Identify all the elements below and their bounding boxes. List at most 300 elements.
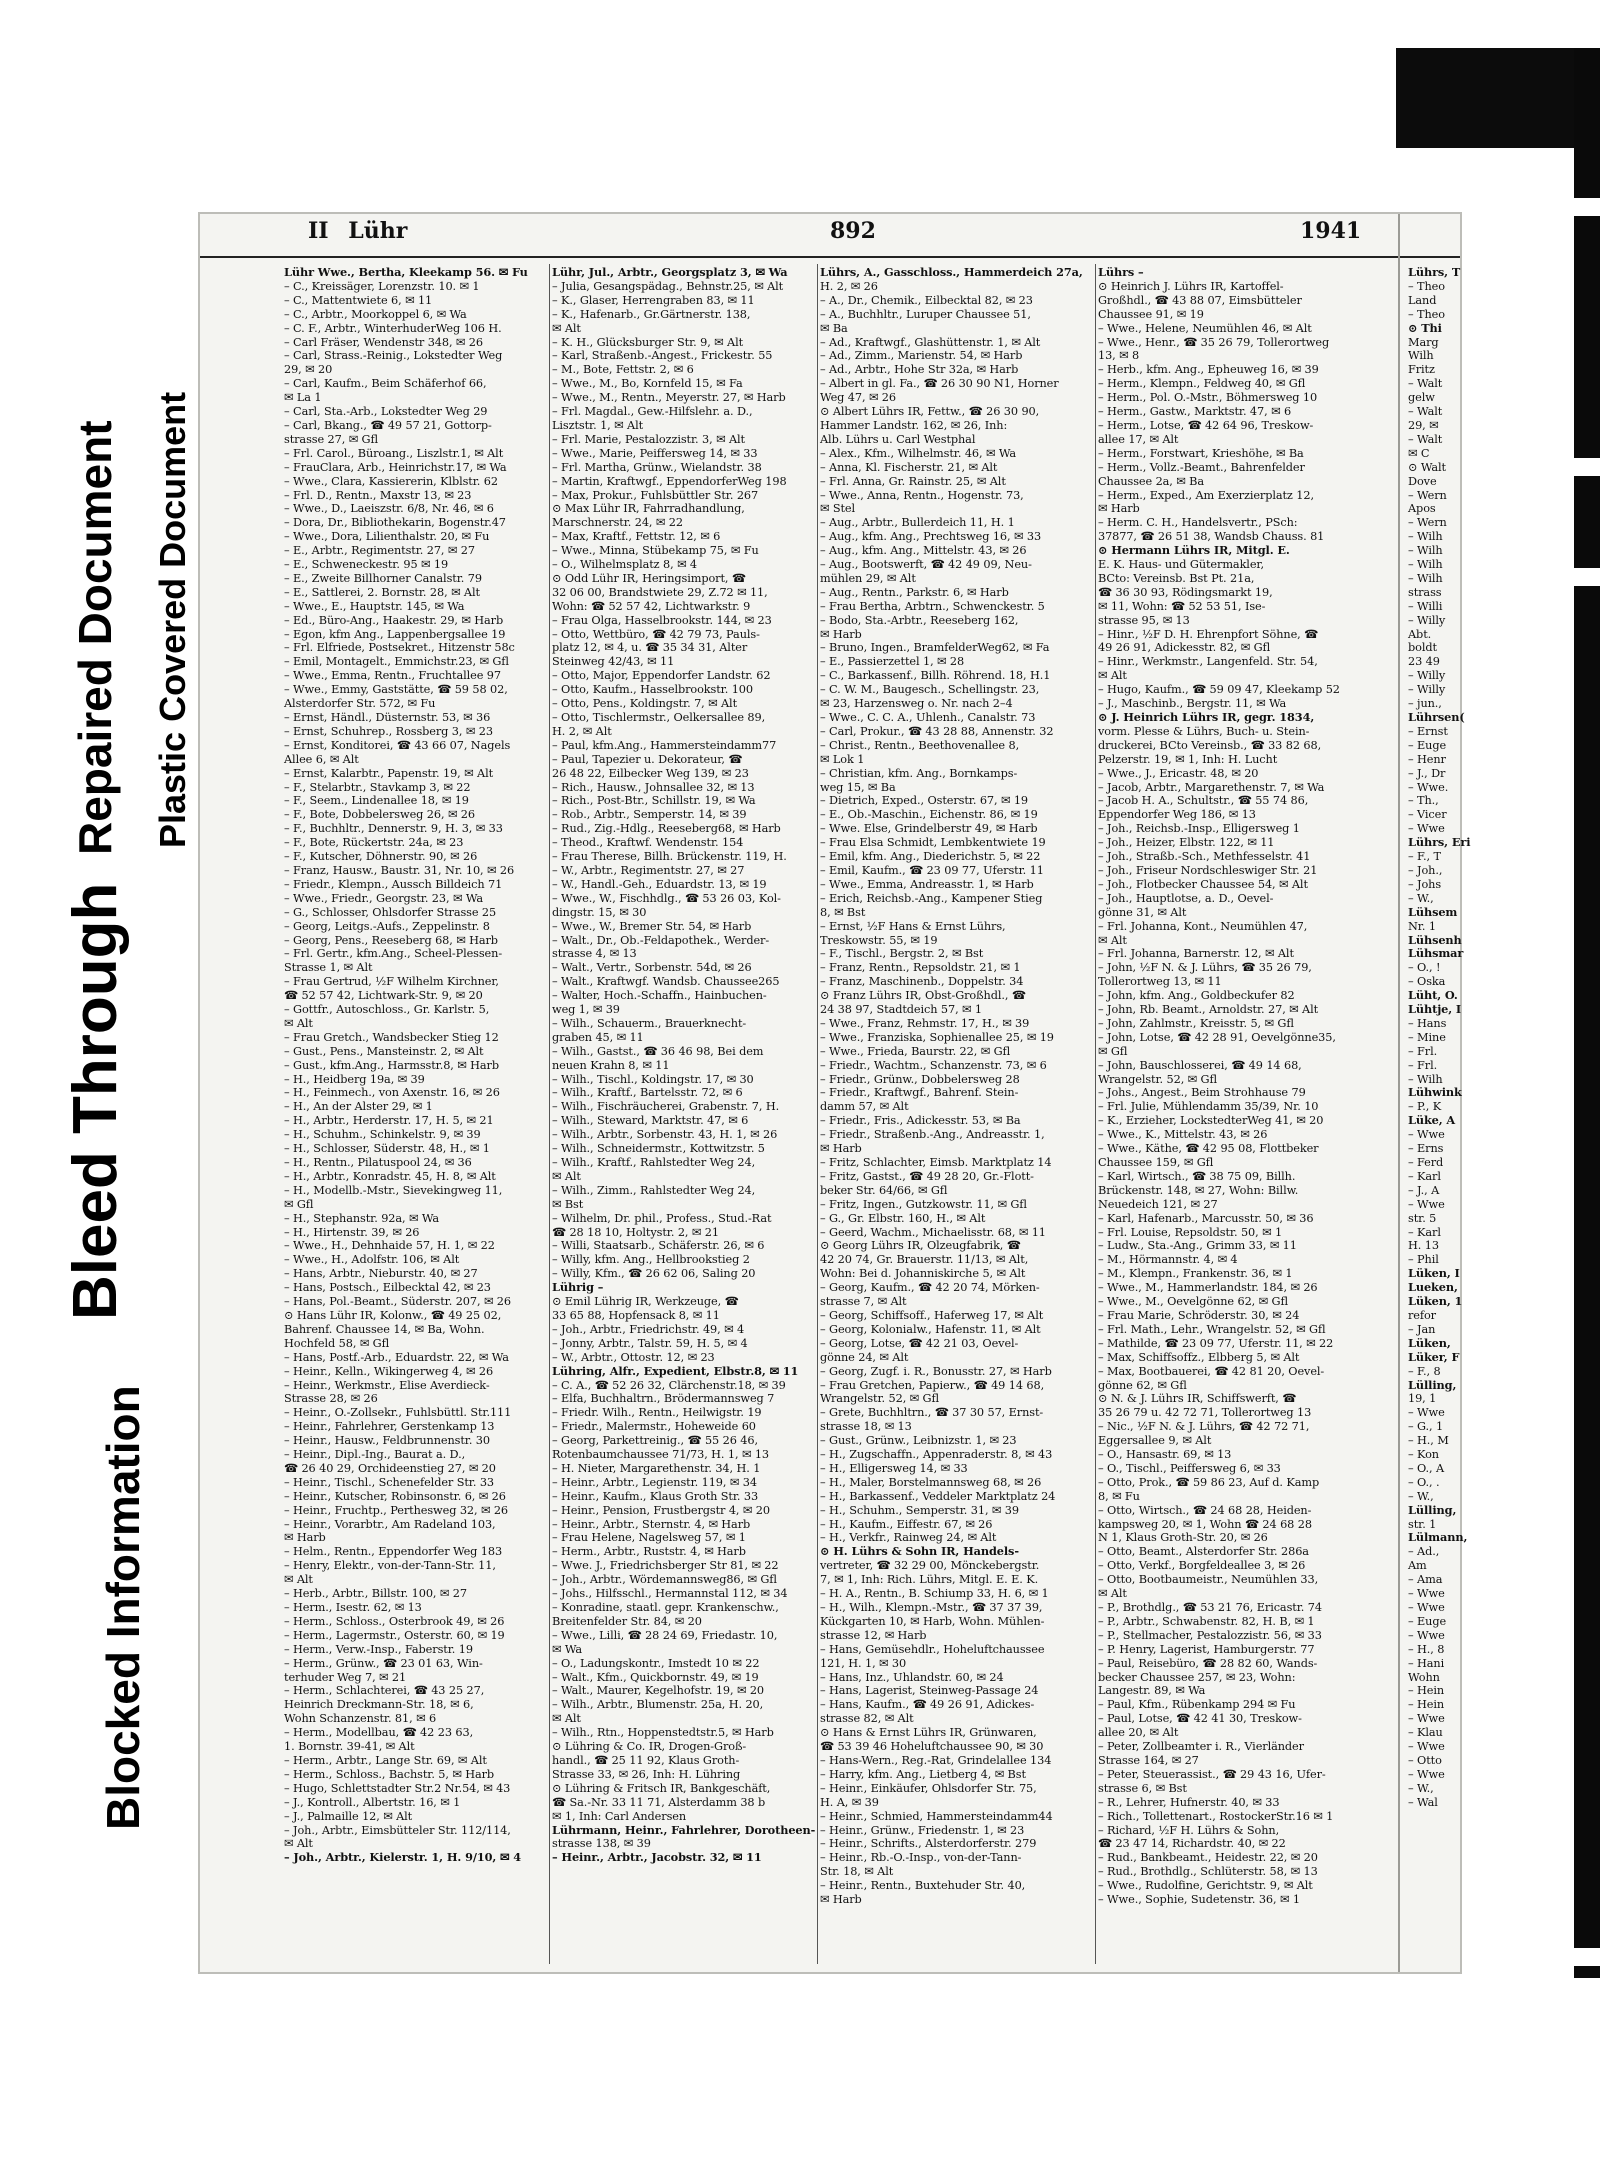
directory-entry-line: – Paul, Kfm., Rübenkamp 294 ✉ Fu [1098,1698,1296,1712]
directory-entry-line: Lüht, O. [1408,988,1458,1003]
directory-entry-line: – H., 8 [1408,1642,1445,1656]
directory-entry-line: – Frl. Elfriede, Postsekret., Hitzenstr 58c [284,641,515,655]
directory-entry-line: – Ernst, ½F Hans & Ernst Lührs, [820,919,1006,933]
directory-entry-line: – Herb., Arbtr., Billstr. 100, ✉ 27 [284,1587,467,1601]
directory-entry-line: – Helm., Rentn., Eppendorfer Weg 183 [284,1545,503,1559]
directory-entry-line: – H., Modellb.-Mstr., Sievekingweg 11, [284,1183,503,1197]
directory-entry-line: – Otto, Bootbaumeistr., Neumühlen 33, [1098,1573,1319,1587]
directory-entry-line: – Harry, kfm. Ang., Lietberg 4, ✉ Bst [820,1767,1026,1781]
directory-entry-line: – J., Maschinb., Bergstr. 11, ✉ Wa [1098,697,1287,711]
directory-entry-line: – Ad., Kraftwgf., Glashüttenstr. 1, ✉ Alt [820,335,1041,349]
directory-entry-line: – Wwe [1408,1197,1445,1211]
directory-entry-line: – Heinr., Kutscher, Robinsonstr. 6, ✉ 26 [284,1489,506,1503]
directory-entry-line: – Frl. Anna, Gr. Rainstr. 25, ✉ Alt [820,474,1006,488]
directory-entry-line: – Wern [1408,516,1447,530]
directory-entry-line: – Friedr., Straßenb.-Ang., Andreasstr. 1, [820,1128,1045,1142]
directory-entry-line: – Wilh., Gastst., ☎ 36 46 98, Bei dem [552,1044,764,1058]
directory-entry-line: strasse 138, ✉ 39 [552,1837,651,1851]
directory-entry-line: – H., Stephanstr. 92a, ✉ Wa [284,1211,440,1225]
directory-entry-line: – Herm., Lotse, ☎ 42 64 96, Treskow- [1098,418,1314,432]
directory-entry-line: – Karl [1408,1169,1441,1183]
directory-entry-line: ⊙ Franz Lührs IR, Obst-Großhdl., ☎ [820,989,1026,1003]
directory-entry-line: – Emil, Kaufm., ☎ 23 09 77, Uferstr. 11 [820,863,1044,877]
directory-entry-line: – Wwe., K., Mittelstr. 43, ✉ 26 [1098,1128,1268,1142]
directory-entry-line: str. 5 [1408,1211,1437,1225]
column-5-next-page [1408,265,1471,1966]
directory-entry-line: graben 45, ✉ 11 [552,1030,644,1044]
directory-entry-line: ✉ Wa [552,1642,583,1656]
directory-entry-line: – Walt [1408,405,1443,419]
directory-entry-line: – Wwe., Frieda, Baurstr. 22, ✉ Gfl [820,1044,1011,1058]
directory-entry-line: – Frl. Carol., Büroang., Liszlstr.1, ✉ Alt [284,446,504,460]
directory-entry-line: – Willi, Staatsarb., Schäferstr. 26, ✉ 6 [552,1239,765,1253]
directory-entry-line: Lülling, [1408,1502,1457,1517]
directory-entry-line: strasse 27, ✉ Gfl [284,432,379,446]
directory-entry-line: ✉ Alt [1098,1587,1127,1601]
directory-entry-line: – Ernst, Schuhrep., Rossberg 3, ✉ 23 [284,724,493,738]
directory-entry-line: – Wwe [1408,1128,1445,1142]
directory-entry-line: mühlen 29, ✉ Alt [820,571,916,585]
directory-entry-line: gönne 62, ✉ Gfl [1098,1378,1187,1392]
directory-entry-line: ⊙ Hermann Lührs IR, Mitgl. E. [1098,543,1290,558]
directory-entry-line: – Georg, Parkettreinig., ☎ 55 26 46, [552,1434,758,1448]
directory-entry-line: H. A, ✉ 39 [820,1795,879,1809]
directory-entry-line: – Heinr., Kaufm., Klaus Groth Str. 33 [552,1489,759,1503]
directory-entry-line: – Rob., Arbtr., Semperstr. 14, ✉ 39 [552,808,747,822]
directory-entry-line: ✉ Lok 1 [820,752,865,766]
directory-entry-line: – Wwe., Helene, Neumühlen 46, ✉ Alt [1098,321,1312,335]
directory-entry-line: – A., Buchhltr., Luruper Chaussee 51, [820,307,1031,321]
directory-entry-line: ⊙ Georg Lührs IR, Olzeugfabrik, ☎ [820,1239,1021,1253]
directory-entry-line: H. 13 [1408,1239,1439,1253]
directory-entry-line: – Heinr., Tischl., Schenefelder Str. 33 [284,1475,495,1489]
directory-entry-line: kampsweg 20, ✉ 1, Wohn ☎ 24 68 28 [1098,1517,1312,1531]
directory-entry-line: strasse 82, ✉ Alt [820,1712,914,1726]
directory-entry-line: – Joh., Arbtr., Wördemannsweg86, ✉ Gfl [552,1573,777,1587]
directory-entry-line: – Jacob H. A., Schultstr., ☎ 55 74 86, [1098,794,1309,808]
directory-entry-line: Lührs, A., Gasschloss., Hammerdeich 27a, [820,265,1083,279]
directory-entry-line: – Wwe [1408,1712,1445,1726]
directory-entry-line: ☎ Sa.-Nr. 33 11 71, Alsterdamm 38 b [552,1795,766,1809]
directory-entry-line: – Gust., Grünw., Leibnizstr. 1, ✉ 23 [820,1434,1017,1448]
directory-entry-line: – Wwe., Lilli, ☎ 28 24 69, Friedastr. 10, [552,1628,778,1642]
column-1 [284,266,546,1966]
directory-entry-line: – Dietrich, Exped., Osterstr. 67, ✉ 19 [820,794,1029,808]
directory-entry-line: – Wwe., Clara, Kassiererin, Klblstr. 62 [284,474,498,488]
directory-entry-line: – Otto, Beamt., Alsterdorfer Str. 286a [1098,1545,1309,1559]
directory-entry-line: – Hein [1408,1684,1445,1698]
directory-entry-line: terhuder Weg 7, ✉ 21 [284,1670,407,1684]
directory-entry-line: – E., Passierzettel 1, ✉ 28 [820,655,965,669]
directory-entry-line: – Henr [1408,752,1446,766]
directory-entry-line: refor [1408,1308,1436,1322]
border-notch [1574,1948,1600,1966]
directory-entry-line: Lisztstr. 1, ✉ Alt [552,418,644,432]
directory-entry-line: – H., Heidberg 19a, ✉ 39 [284,1072,425,1086]
directory-entry-line: – Hans, Kaufm., ☎ 49 26 91, Adickes- [820,1698,1035,1712]
directory-entry-line: – Ernst, Kalarbtr., Papenstr. 19, ✉ Alt [284,766,494,780]
directory-entry-line: – Wwe., Käthe, ☎ 42 95 08, Flottbeker [1098,1142,1319,1156]
directory-entry-line: – Herm., Schlachterei, ☎ 43 25 27, [284,1684,485,1698]
directory-entry-line: – Rich., Tollettenart., RostockerStr.16 ✉ 1 [1098,1809,1334,1823]
directory-entry-line: – Frl. [1408,1044,1438,1058]
directory-entry-line: – Joh., Arbtr., Kielerstr. 1, H. 9/10, ✉ 4 [284,1850,522,1865]
directory-entry-line: – Hugo, Kaufm., ☎ 59 09 47, Kleekamp 52 [1098,683,1340,697]
directory-entry-line: – Julia, Gesangspädag., Behnstr.25, ✉ Alt [552,279,784,293]
directory-entry-line: – W., [1408,1489,1434,1503]
directory-entry-line: – Wilh., Tischl., Koldingstr. 17, ✉ 30 [552,1072,754,1086]
directory-entry-line: – G., Gr. Elbstr. 160, H., ✉ Alt [820,1211,986,1225]
directory-entry-line: ✉ Bst [552,1197,584,1211]
directory-entry-line: – Wwe., Marie, Peiffersweg 14, ✉ 33 [552,446,758,460]
directory-entry-line: – Frl. Johanna, Kont., Neumühlen 47, [1098,919,1308,933]
directory-entry-line: strasse 4, ✉ 13 [552,947,637,961]
directory-entry-line: ✉ Harb [820,1893,862,1907]
directory-entry-line: – Frau Elsa Schmidt, Lembkentwiete 19 [820,836,1046,850]
directory-entry-line: – Aug., kfm. Ang., Mittelstr. 43, ✉ 26 [820,544,1027,558]
directory-entry-line: – Phil [1408,1253,1439,1267]
directory-entry-line: – F., Stelarbtr., Stavkamp 3, ✉ 22 [284,780,471,794]
directory-entry-line: ⊙ Lühring & Co. IR, Drogen-Groß- [552,1740,747,1754]
directory-entry-line: – Rud., Bankbeamt., Heidestr. 22, ✉ 20 [1098,1851,1318,1865]
directory-entry-line: – Wilh., Fischräucherei, Grabenstr. 7, H. [552,1100,780,1114]
directory-entry-line: vertreter, ☎ 32 29 00, Mönckebergstr. [820,1559,1040,1573]
directory-entry-line: – H., Rentn., Pilatuspool 24, ✉ 36 [284,1156,472,1169]
directory-entry-line: Steinweg 42/43, ✉ 11 [552,655,675,669]
directory-entry-line: Fritz [1408,363,1435,377]
directory-entry-line: – O., A [1408,1461,1445,1475]
directory-entry-line: – O., Tischl., Peiffersweg 6, ✉ 33 [1098,1461,1281,1475]
directory-entry-line: – Paul, Lotse, ☎ 42 41 30, Treskow- [1098,1712,1302,1726]
directory-entry-line: – F., Tischl., Bergstr. 2, ✉ Bst [820,947,984,961]
directory-entry-line: – H., Feinmech., von Axenstr. 16, ✉ 26 [284,1086,500,1100]
directory-entry-line: gelw [1408,391,1435,405]
directory-entry-line: – Otto, Verkf., Borgfeldeallee 3, ✉ 26 [1098,1559,1306,1573]
directory-entry-line: – C., Kreissäger, Lorenzstr. 10. ✉ 1 [284,279,480,293]
column-rule [817,264,818,1964]
directory-entry-line: 13, ✉ 8 [1098,349,1140,363]
directory-entry-line: – Egon, kfm Ang., Lappenbergsallee 19 [284,627,506,641]
directory-entry-line: ⊙ Odd Lühr IR, Heringsimport, ☎ [552,571,746,585]
directory-entry-line: – W., Arbtr., Ottostr. 12, ✉ 23 [552,1350,715,1364]
directory-entry-line: – Paul, kfm.Ang., Hammersteindamm77 [552,738,777,752]
directory-entry-line: – Georg, Kolonialw., Hafenstr. 11, ✉ Alt [820,1322,1041,1336]
directory-entry-line: – Wilh., Schneidermstr., Kottwitzstr. 5 [552,1142,765,1156]
directory-entry-line: Alb. Lührs u. Carl Westphal [820,432,976,446]
directory-entry-line: – Franz, Rentn., Repsoldstr. 21, ✉ 1 [820,961,1021,975]
directory-entry-line: – Herm. C. H., Handelsvertr., PSch: [1098,516,1298,530]
directory-entry-line: – Herm., Vollz.-Beamt., Bahrenfelder [1098,460,1305,474]
directory-entry-line: ✉ Alt [284,1016,313,1030]
directory-entry-line: – Wwe [1408,1740,1445,1754]
directory-entry-line: Kückgarten 10, ✉ Harb, Wohn. Mühlen- [820,1614,1045,1628]
directory-entry-line: – Wilh., Arbtr., Blumenstr. 25a, H. 20, [552,1698,764,1712]
directory-entry-line: – Wwe., M., Rentn., Meyerstr. 27, ✉ Harb [552,391,786,405]
directory-entry-line: neuen Krahn 8, ✉ 11 [552,1058,670,1072]
directory-entry-line: – Carl, Bkang., ☎ 49 57 21, Gottorp- [284,418,492,432]
directory-entry-line: – Ad., [1408,1545,1440,1559]
directory-entry-line: – Paul, Tapezier u. Dekorateur, ☎ [552,752,743,766]
directory-entry-line: handl., ☎ 25 11 92, Klaus Groth- [552,1753,740,1767]
directory-entry-line: ☎ 28 18 10, Holtystr. 2, ✉ 21 [552,1225,719,1239]
directory-entry-line: ✉ 23, Harzensweg o. Nr. nach 2–4 [820,697,1013,711]
border-notch [1574,198,1600,216]
directory-entry-line: Lülling, [1408,1377,1457,1392]
directory-entry-line: – Geerd, Wachm., Michaelisstr. 68, ✉ 11 [820,1225,1046,1239]
directory-entry-line: – Willy [1408,613,1446,627]
directory-entry-line: – Wwe., M., Oevelgönne 62, ✉ Gfl [1098,1295,1289,1309]
directory-entry-line: – Mathilde, ☎ 23 09 77, Uferstr. 11, ✉ 22 [1098,1336,1334,1350]
directory-entry-line: – C. F., Arbtr., WinterhuderWeg 106 H. [284,321,502,335]
column-rule [1095,264,1096,1964]
directory-entry-line: – E., Sattlerei, 2. Bornstr. 28, ✉ Alt [284,585,480,599]
directory-entry-line: – Aug., Bootswerft, ☎ 42 49 09, Neu- [820,558,1032,572]
directory-entry-line: – Walt., Vertr., Sorbenstr. 54d, ✉ 26 [552,961,752,975]
directory-entry-line: – M., Klempn., Frankenstr. 36, ✉ 1 [1098,1267,1293,1281]
directory-entry-line: 29, ✉ 20 [284,363,333,377]
directory-entry-line: – Frau Gretchen, Papierw., ☎ 49 14 68, [820,1378,1045,1392]
directory-entry-line: – W., Arbtr., Regimentstr. 27, ✉ 27 [552,863,745,877]
directory-entry-line: – Wwe., W., Bremer Str. 54, ✉ Harb [552,919,752,933]
directory-entry-line: – FrauClara, Arb., Heinrichstr.17, ✉ Wa [284,460,507,474]
directory-entry-line: – Herm., Schloss., Osterbrook 49, ✉ 26 [284,1614,505,1628]
directory-entry-line: – Joh., Arbtr., Friedrichstr. 49, ✉ 4 [552,1322,745,1336]
directory-entry-line: Strasse 28, ✉ 26 [284,1392,378,1406]
directory-entry-line: – Frl. [1408,1058,1438,1072]
directory-entry-line: platz 12, ✉ 4, u. ☎ 35 34 31, Alter [552,641,748,655]
directory-entry-line: – Wilh [1408,544,1443,558]
directory-entry-line: – Otto, Wirtsch., ☎ 24 68 28, Heiden- [1098,1503,1312,1517]
directory-entry-line: becker Chaussee 257, ✉ 23, Wohn: [1098,1670,1296,1684]
directory-entry-line: – Albert in gl. Fa., ☎ 26 30 90 N1, Horner [820,377,1059,391]
directory-entry-line: – C. A., ☎ 52 26 32, Clärchenstr.18, ✉ 39 [552,1378,786,1392]
directory-entry-line: – C., Barkassenf., Billh. Röhrend. 18, H.1 [820,669,1051,683]
directory-entry-line: – Otto, Prok., ☎ 59 86 23, Auf d. Kamp [1098,1475,1320,1489]
directory-entry-line: – K. H., Glücksburger Str. 9, ✉ Alt [552,335,744,349]
directory-entry-line: 8, ✉ Fu [1098,1489,1140,1503]
directory-entry-line: – Euge [1408,738,1447,752]
directory-entry-line: ⊙ Max Lühr IR, Fahrradhandlung, [552,502,745,516]
directory-entry-line: – Max, Prokur., Fuhlsbüttler Str. 267 [552,488,759,502]
directory-entry-line: – Wilh [1408,571,1443,585]
directory-entry-line: Wohn: Bei d. Johanniskirche 5, ✉ Alt [820,1267,1026,1281]
directory-entry-line: ✉ Harb [820,1142,862,1156]
directory-entry-line: – Aug., kfm. Ang., Prechtsweg 16, ✉ 33 [820,530,1042,544]
directory-entry-line: – Frl. Gertr., kfm.Ang., Scheel-Plessen- [284,947,503,961]
directory-entry-line: ✉ Stel [820,502,856,516]
directory-entry-line: – Johs [1408,877,1442,891]
directory-entry-line: ⊙ Hans Lühr IR, Kolonw., ☎ 49 25 02, [284,1308,502,1322]
directory-entry-line: – Erns [1408,1142,1444,1156]
directory-entry-line: – Frau Helene, Nagelsweg 57, ✉ 1 [552,1531,746,1545]
directory-entry-line: Neuedeich 121, ✉ 27 [1098,1197,1218,1211]
directory-entry-line: – Alex., Kfm., Wilhelmstr. 46, ✉ Wa [820,446,1017,460]
directory-entry-line: – Carl, Sta.-Arb., Lokstedter Weg 29 [284,405,488,419]
directory-entry-line: – Wwe. J., Friedrichsberger Str 81, ✉ 22 [552,1559,779,1573]
directory-entry-line: – Hans, Postsch., Eilbecktal 42, ✉ 23 [284,1281,491,1295]
directory-entry-line: Wrangelstr. 52, ✉ Gfl [820,1392,940,1406]
directory-entry-line: – Georg, Pens., Reeseberg 68, ✉ Harb [284,933,498,947]
directory-entry-line: Lührmann, Heinr., Fahrlehrer, Dorotheen- [552,1822,816,1837]
directory-entry-line: weg 1, ✉ 39 [552,1003,620,1017]
directory-entry-line: – P., Brothdlg., ☎ 53 21 76, Ericastr. 74 [1098,1601,1322,1614]
directory-entry-line: – Walt., Maurer, Kegelhofstr. 19, ✉ 20 [552,1684,765,1698]
directory-entry-line: N 1, Klaus Groth-Str. 20, ✉ 26 [1098,1531,1268,1545]
directory-entry-line: – Vicer [1408,808,1447,822]
directory-entry-line: Chaussee 91, ✉ 19 [1098,307,1204,321]
directory-entry-line: 23 49 [1408,655,1440,669]
directory-entry-line: Wilh [1408,349,1434,363]
directory-entry-line: – John, Rb. Beamt., Arnoldstr. 27, ✉ Alt [1098,1003,1319,1017]
directory-entry-line: – Rud., Zig.-Hdlg., Reeseberg68, ✉ Harb [552,822,781,836]
directory-entry-line: ✉ Alt [1098,933,1127,947]
directory-entry-line: – Ama [1408,1573,1443,1587]
directory-entry-line: – Wwe [1408,1601,1445,1614]
directory-entry-line: – Friedr., Kraftwgf., Bahrenf. Stein- [820,1086,1019,1100]
directory-entry-line: ⊙ Thi [1408,320,1442,335]
directory-entry-line: – Elfa, Buchhaltrn., Brödermannsweg 7 [552,1392,775,1406]
directory-entry-line: – Herm., Klempn., Feldweg 40, ✉ Gfl [1098,377,1306,391]
directory-entry-line: – Joh., Flotbecker Chaussee 54, ✉ Alt [1098,877,1308,891]
directory-entry-line: – Herm., Verw.-Insp., Faberstr. 19 [284,1642,473,1656]
directory-entry-line: Weg 47, ✉ 26 [820,391,896,405]
directory-entry-line: – O., . [1408,1475,1440,1489]
directory-entry-line: – E., Ob.-Maschin., Eichenstr. 86, ✉ 19 [820,808,1038,822]
directory-entry-line: – P., Stellmacher, Pestalozzistr. 56, ✉ 33 [1098,1628,1322,1642]
directory-entry-line: – Rud., Brothdlg., Schlüterstr. 58, ✉ 13 [1098,1865,1318,1879]
directory-entry-line: – C., Mattentwiete 6, ✉ 11 [284,293,433,307]
directory-entry-line: Dove [1408,474,1437,488]
directory-entry-line: – Hans, Lagerist, Steinweg-Passage 24 [820,1684,1039,1698]
directory-entry-line: – Wwe., Rudolfine, Gerichtstr. 9, ✉ Alt [1098,1879,1313,1893]
directory-entry-line: ⊙ Heinrich J. Lührs IR, Kartoffel- [1098,279,1284,293]
directory-entry-line: – Wwe., J., Ericastr. 48, ✉ 20 [1098,766,1259,780]
directory-entry-line: Land [1408,293,1437,307]
directory-entry-line: Strasse 1, ✉ Alt [284,961,373,975]
directory-entry-line: Lühtje, I [1408,1002,1462,1017]
directory-entry-line: – Wilh., Schauerm., Brauerknecht- [552,1016,747,1030]
directory-entry-line: – Martin, Kraftwgf., EppendorferWeg 198 [552,474,787,488]
directory-entry-line: – Herm., Grünw., ☎ 23 01 63, Win- [284,1656,483,1670]
directory-entry-line: – Wilh., Arbtr., Sorbenstr. 43, H. 1, ✉ 26 [552,1128,778,1142]
directory-entry-line: – Max, Bootbauerei, ☎ 42 81 20, Oevel- [1098,1364,1325,1378]
directory-entry-line: dingstr. 15, ✉ 30 [552,905,647,919]
directory-entry-line: – Erich, Reichsb.-Ang., Kampener Stieg [820,891,1043,905]
directory-entry-line: – Ludw., Sta.-Ang., Grimm 33, ✉ 11 [1098,1239,1297,1253]
directory-entry-line: – H., Schuhm., Semperstr. 31, ✉ 39 [820,1503,1019,1517]
directory-entry-line: – Jan [1408,1322,1436,1336]
directory-entry-line: Nr. 1 [1408,919,1436,933]
directory-entry-line: – Max, Schiffsoffz., Elbberg 5, ✉ Alt [1098,1350,1300,1364]
directory-entry-line: – Hans, Pol.-Beamt., Süderstr. 207, ✉ 26 [284,1295,511,1309]
directory-entry-line: Lüken, [1408,1335,1451,1350]
directory-entry-line: – Walt [1408,377,1443,391]
directory-entry-line: Lühsmar [1408,946,1464,961]
directory-entry-line: – Frau Gertrud, ½F Wilhelm Kirchner, [284,975,499,989]
directory-entry-line: – Willy, kfm. Ang., Hellbrookstieg 2 [552,1253,750,1267]
label-bleed-through: Bleed Through [61,882,130,1320]
directory-entry-line: ☎ 23 47 14, Richardstr. 40, ✉ 22 [1098,1837,1286,1851]
directory-entry-line: – Wwe [1408,1587,1445,1601]
directory-entry-line: – Franz, Hausw., Baustr. 31, Nr. 10, ✉ 26 [284,863,515,877]
border-notch [1574,458,1600,476]
directory-entry-line: – A., Dr., Chemik., Eilbecktal 82, ✉ 23 [820,293,1033,307]
directory-entry-line: Strasse 164, ✉ 27 [1098,1753,1199,1767]
directory-entry-line: – Wwe., Emmy, Gaststätte, ☎ 59 58 02, [284,683,508,697]
directory-entry-line: – Joh., Reichsb.-Insp., Elligersweg 1 [1098,822,1300,836]
directory-entry-line: – H., Hirtenstr. 39, ✉ 26 [284,1225,420,1239]
directory-entry-line: – Herm., Gastw., Marktstr. 47, ✉ 6 [1098,405,1292,419]
directory-entry-line: – E., Schweneckestr. 95 ✉ 19 [284,558,449,572]
directory-entry-line: – Frau Marie, Schröderstr. 30, ✉ 24 [1098,1308,1300,1322]
directory-entry-line: Abt. [1408,627,1432,641]
directory-entry-line: – Wilh., Zimm., Rahlstedter Weg 24, [552,1183,756,1197]
directory-entry-line: – Wwe. [1408,780,1449,794]
directory-entry-line: – Oska [1408,975,1446,989]
column-rule [549,264,550,1964]
directory-entry-line: – Walt., Dr., Ob.-Feldapothek., Werder- [552,933,770,947]
directory-entry-line: – Ad., Zimm., Marienstr. 54, ✉ Harb [820,349,1023,363]
directory-entry-line: – Frl. Johanna, Barnerstr. 12, ✉ Alt [1098,947,1294,961]
directory-entry-line: Rotenbaumchaussee 71/73, H. 1, ✉ 13 [552,1448,770,1462]
directory-entry-line: Lüken, 1 [1408,1294,1463,1309]
directory-entry-line: – Wilh., Kraftf., Rahlstedter Weg 24, [552,1156,756,1169]
directory-entry-line: – H., Maler, Borstelmannsweg 68, ✉ 26 [820,1475,1042,1489]
directory-entry-line: – Christ., Rentn., Beethovenallee 8, [820,738,1020,752]
directory-entry-line: str. 1 [1408,1517,1437,1531]
directory-entry-line: – J., Kontroll., Albertstr. 16, ✉ 1 [284,1795,461,1809]
directory-entry-line: – Wal [1408,1795,1438,1809]
directory-entry-line: – Herm., Modellbau, ☎ 42 23 63, [284,1726,474,1740]
directory-entry-line: strasse 7, ✉ Alt [820,1295,907,1309]
directory-entry-line: – Wwe [1408,1628,1445,1642]
directory-entry-line: – Fritz, Schlachter, Eimsb. Marktplatz 14 [820,1156,1052,1169]
directory-entry-line: – P. Henry, Lagerist, Hamburgerstr. 77 [1098,1642,1315,1656]
directory-entry-line: – Hans, Postf.-Arb., Eduardstr. 22, ✉ Wa [284,1350,509,1364]
directory-entry-line: Marg [1408,335,1439,349]
directory-entry-line: ☎ 53 39 46 Hoheluftchaussee 90, ✉ 30 [820,1740,1044,1754]
directory-entry-line: ✉ Harb [1098,502,1140,516]
directory-entry-line: beker Str. 64/66, ✉ Gfl [820,1183,948,1197]
directory-entry-line: – Walt., Kraftwgf. Wandsb. Chaussee265 [552,975,780,989]
directory-entry-line: – Heinr., Pension, Frustbergstr 4, ✉ 20 [552,1503,770,1517]
header-section-number: II [308,218,329,244]
directory-entry-line: ✉ La 1 [284,391,322,405]
directory-entry-line: – Carl, Kaufm., Beim Schäferhof 66, [284,377,487,391]
directory-entry-line: – Wwe., Henr., ☎ 35 26 79, Tollerortweg [1098,335,1330,349]
directory-entry-line: Lueken, [1408,1280,1458,1295]
directory-entry-line: Lührig – [552,1280,604,1295]
directory-entry-line: – Otto [1408,1753,1442,1767]
directory-entry-line: – Fritz, Gastst., ☎ 49 28 20, Gr.-Flott- [820,1169,1034,1183]
directory-entry-line: – Georg, Kaufm., ☎ 42 20 74, Mörken- [820,1281,1040,1295]
directory-entry-line: – Max, Kraftf., Fettstr. 12, ✉ 6 [552,530,721,544]
directory-entry-line: – Wilh., Rtn., Hoppenstedtstr.5, ✉ Harb [552,1726,774,1740]
directory-entry-line: – Karl, Straßenb.-Angest., Frickestr. 55 [552,349,773,363]
directory-entry-line: – Emil, Montagelt., Emmichstr.23, ✉ Gfl [284,655,509,669]
directory-entry-line: – H., Zugschaffn., Appenraderstr. 8, ✉ 43 [820,1448,1053,1462]
directory-entry-line: – Wwe., Dora, Lilienthalstr. 20, ✉ Fu [284,530,490,544]
directory-entry-line: – Fritz, Ingen., Gutzkowstr. 11, ✉ Gfl [820,1197,1027,1211]
directory-entry-line: – Wwe., M., Hammerlandstr. 184, ✉ 26 [1098,1281,1318,1295]
column-3 [820,266,1092,1966]
directory-entry-line: – Herm., Isestr. 62, ✉ 13 [284,1601,422,1614]
directory-entry-line: – W., [1408,1781,1434,1795]
directory-entry-line: – Dora, Dr., Bibliothekarin, Bogenstr.47 [284,516,506,530]
directory-entry-line: – H. A., Rentn., B. Schiump 33, H. 6, ✉ 1 [820,1587,1049,1601]
directory-entry-line: – Ernst, Händl., Düsternstr. 53, ✉ 36 [284,711,491,724]
directory-entry-line: – Walt., Kfm., Quickbornstr. 49, ✉ 19 [552,1670,759,1684]
